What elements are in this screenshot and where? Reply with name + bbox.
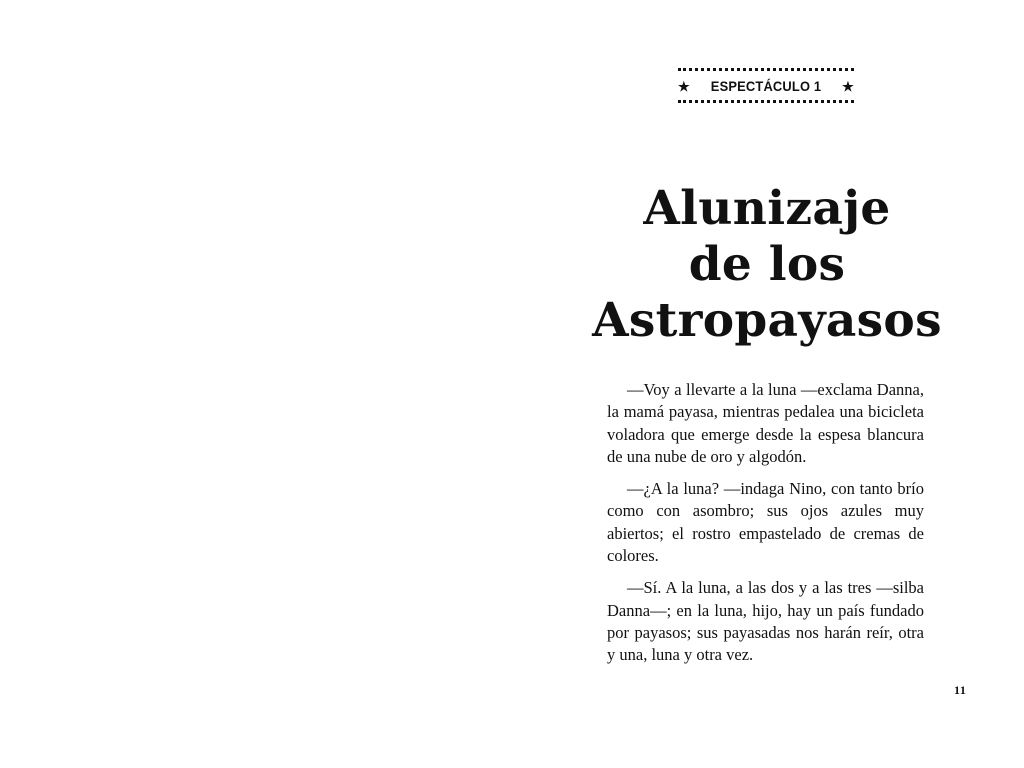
paragraph-3: —Sí. A la luna, a las dos y a las tres —silba Danna—; en la luna, hijo, hay un país fundado por payasos; sus payasadas nos harán reír, otra y una, luna y otra vez. [607, 578, 924, 665]
chapter-title [572, 181, 962, 349]
title-line-1: Alunizaje [643, 181, 891, 237]
star-icon-left: ★ [678, 78, 690, 94]
dotted-rule-bottom [678, 100, 854, 103]
paragraph-2: —¿A la luna? —indaga Nino, con tanto brío como con asombro; sus ojos azules muy abiertos; el rostro empastelado de cremas de colores. [607, 479, 924, 566]
page-number: 11 [954, 683, 967, 697]
right-page [512, 0, 1024, 768]
chapter-label [678, 68, 854, 104]
dotted-rule-top [678, 68, 854, 71]
paragraph-1: —Voy a llevarte a la luna —exclama Danna, la mamá payasa, mientras pedalea una bicicleta voladora que emerge desde la espesa blancura de una nube de oro y algodón. [607, 380, 924, 466]
chapter-heading: ESPECTÁCULO 1 [710, 78, 822, 94]
body-text [607, 379, 924, 677]
star-icon-right: ★ [842, 78, 854, 94]
title-line-2: de los [688, 237, 846, 293]
chapter-row [678, 76, 854, 96]
title-line-3: Astropayasos [592, 293, 942, 349]
